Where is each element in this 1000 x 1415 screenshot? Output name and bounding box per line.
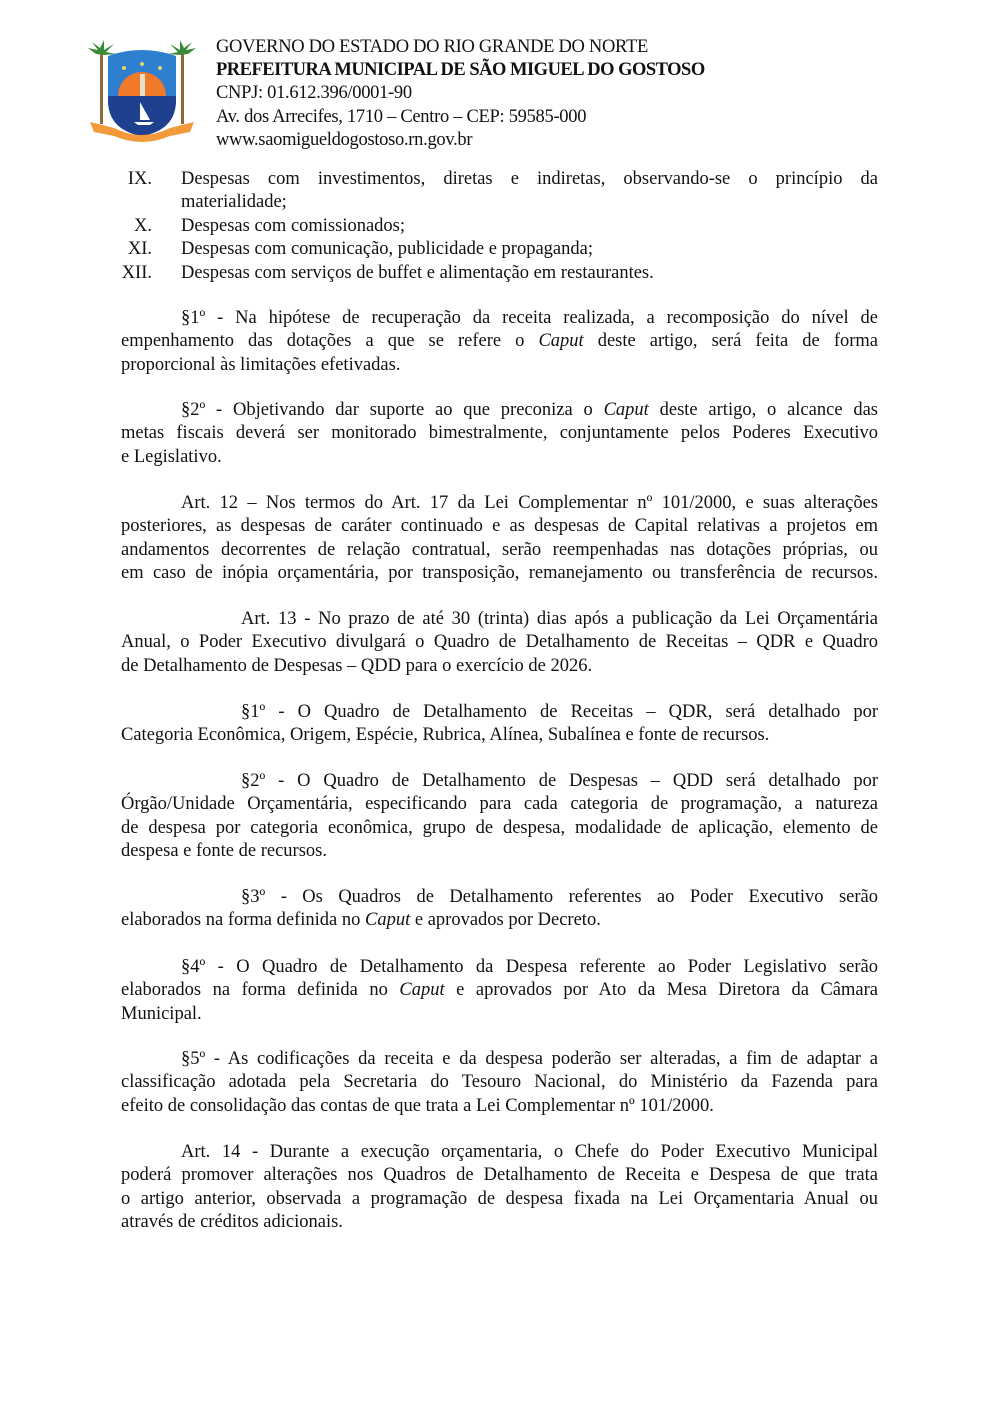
text-line [121, 979, 878, 1002]
article-13-paragraph-5 [121, 1048, 878, 1118]
text-line: §4º - O Quadro de Detalhamento da Despesa referente ao Poder Legislativo serão [181, 957, 878, 977]
text-line: posteriores, as despesas de caráter continuado e as despesas de Capital relativas a projetos em [121, 516, 878, 537]
paragraph-2 [121, 399, 878, 469]
article-13-paragraph-1 [121, 701, 878, 748]
list-number: IX. [127, 169, 152, 189]
caput-term: Caput [399, 980, 445, 1001]
municipality-name: PREFEITURA MUNICIPAL DE SÃO MIGUEL DO GOSTOSO [216, 60, 705, 81]
text-line: §3º - Os Quadros de Detalhamento referentes ao Poder Executivo serão [241, 887, 878, 907]
text-line: despesa e fonte de recursos. [121, 841, 327, 862]
text-run: deste artigo, o alcance das [648, 400, 878, 420]
text-line: andamentos decorrentes de relação contratual, serão reempenhadas nas dotações próprias, ou [121, 539, 878, 560]
list-item [110, 168, 878, 215]
text-run: §2º - Objetivando dar suporte ao que preconiza o [181, 400, 604, 420]
text-run: e aprovados por Ato da Mesa Diretora da Câmara [444, 980, 878, 1001]
text-line: e Legislativo. [121, 446, 222, 467]
text-line [121, 399, 878, 422]
article-13-paragraph-2 [121, 770, 878, 864]
coat-of-arms-icon [84, 38, 200, 146]
list-text: materialidade; [181, 192, 287, 213]
text-run: elaborados na forma definida no [121, 910, 366, 931]
cnpj: CNPJ: 01.612.396/0001-90 [216, 83, 412, 104]
text-run: elaborados na forma definida no [121, 980, 400, 1001]
text-line: §1º - O Quadro de Detalhamento de Receitas – QDR, será detalhado por [241, 702, 878, 722]
text-line: poderá promover alterações nos Quadros de Detalhamento de Receita e Despesa de que trata [121, 1165, 878, 1186]
caput-term: Caput [603, 400, 649, 420]
expense-list [110, 168, 878, 285]
list-text: Despesas com serviços de buffet e alimentação em restaurantes. [181, 262, 654, 283]
caput-term: Caput [365, 910, 411, 931]
text-line: §1º - Na hipótese de recuperação da receita realizada, a recomposição do nível de [181, 308, 878, 328]
text-line: §5º - As codificações da receita e da despesa poderão ser alteradas, a fim de adaptar a [181, 1049, 878, 1069]
list-item [110, 238, 878, 261]
text-line: metas fiscais deverá ser monitorado bimestralmente, conjuntamente pelos Poderes Executivo [121, 423, 878, 444]
article-13-paragraph-3 [121, 886, 878, 933]
list-item [110, 215, 878, 238]
text-line: Órgão/Unidade Orçamentária, especificando para cada categoria de programação, a natureza [121, 794, 878, 815]
list-text: Despesas com comunicação, publicidade e propaganda; [181, 239, 593, 260]
text-line: Anual, o Poder Executivo divulgará o Quadro de Detalhamento de Receitas – QDR e Quadro [121, 632, 878, 653]
website-link[interactable]: www.saomigueldogostoso.rn.gov.br [216, 129, 473, 150]
text-line: o artigo anterior, observada a programação de despesa fixada na Lei Orçamentaria Anual ou [121, 1188, 878, 1209]
address: Av. dos Arrecifes, 1710 – Centro – CEP: 59585-000 [216, 106, 587, 127]
text-line: através de créditos adicionais. [121, 1212, 343, 1233]
list-number: X. [134, 215, 152, 236]
letterhead [0, 0, 1000, 160]
article-12 [121, 492, 878, 586]
text-line: efeito de consolidação das contas de que trata a Lei Complementar nº 101/2000. [121, 1095, 714, 1116]
list-item [110, 262, 878, 285]
list-text: Despesas com comissionados; [181, 215, 406, 236]
article-13-paragraph-4 [121, 956, 878, 1026]
article-13 [121, 608, 878, 678]
state-government-name: GOVERNO DO ESTADO DO RIO GRANDE DO NORTE [216, 37, 648, 57]
text-line: Art. 12 – Nos termos do Art. 17 da Lei Complementar nº 101/2000, e suas alterações [181, 493, 878, 513]
text-line: em caso de inópia orçamentária, por transposição, remanejamento ou transferência de recursos. [121, 563, 878, 584]
letterhead-text [216, 36, 705, 152]
text-run: e aprovados por Decreto. [410, 910, 601, 931]
text-line: de Detalhamento de Despesas – QDD para o exercício de 2026. [121, 655, 593, 676]
text-line: classificação adotada pela Secretaria do Tesouro Nacional, do Ministério da Fazenda para [121, 1072, 878, 1093]
paragraph-1 [121, 307, 878, 377]
text-line: §2º - O Quadro de Detalhamento de Despesas – QDD será detalhado por [241, 771, 878, 791]
text-line: Categoria Econômica, Origem, Espécie, Rubrica, Alínea, Subalínea e fonte de recursos. [121, 725, 770, 746]
list-number: XII. [121, 262, 152, 283]
text-line: Municipal. [121, 1003, 202, 1024]
list-number: XI. [127, 239, 152, 260]
list-text: Despesas com investimentos, diretas e indiretas, observando-se o princípio da [181, 169, 878, 189]
text-line: Art. 13 - No prazo de até 30 (trinta) dias após a publicação da Lei Orçamentária [241, 609, 878, 629]
text-line: de despesa por categoria econômica, grupo de despesa, modalidade de aplicação, elemento de [121, 817, 878, 838]
text-line: Art. 14 - Durante a execução orçamentaria, o Chefe do Poder Executivo Municipal [181, 1142, 878, 1162]
text-run: deste artigo, será feita de forma [583, 331, 878, 352]
text-line [121, 330, 878, 353]
text-line: proporcional às limitações efetivadas. [121, 354, 401, 375]
article-14 [121, 1141, 878, 1235]
text-line [121, 909, 878, 932]
caput-term: Caput [538, 331, 584, 352]
text-run: empenhamento das dotações a que se refere o [121, 331, 539, 352]
